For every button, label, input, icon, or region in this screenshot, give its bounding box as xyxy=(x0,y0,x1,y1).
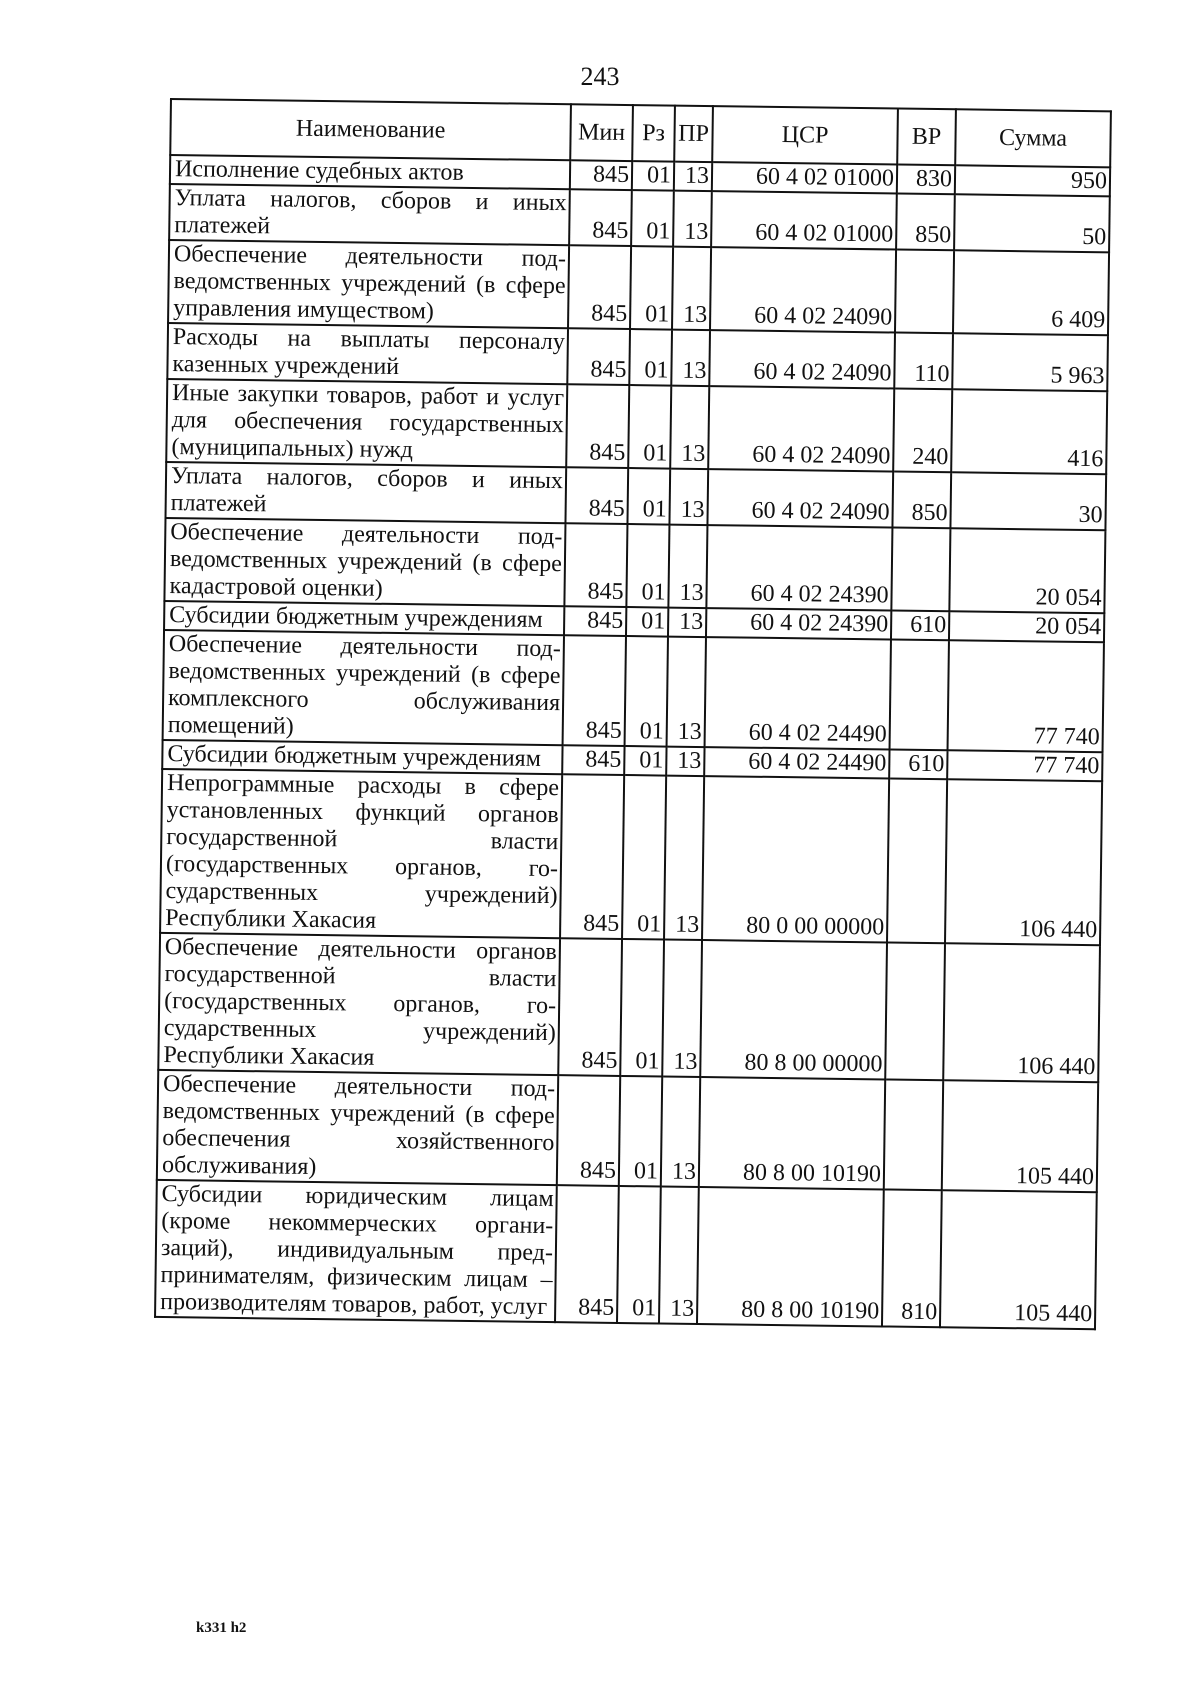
cell-vr: 610 xyxy=(889,749,947,779)
cell-min: 845 xyxy=(558,938,622,1076)
cell-sum: 106 440 xyxy=(943,943,1100,1082)
table-row xyxy=(157,1070,1098,1192)
table-body xyxy=(155,155,1110,1329)
cell-vr: 240 xyxy=(893,389,952,473)
cell-sum: 106 440 xyxy=(945,779,1102,945)
cell-pr: 13 xyxy=(664,776,704,940)
cell-pr: 13 xyxy=(672,247,711,330)
cell-vr: 810 xyxy=(882,1189,942,1327)
cell-pr: 13 xyxy=(670,386,709,469)
cell-csr: 60 4 02 24090 xyxy=(708,386,894,471)
cell-vr xyxy=(887,778,947,943)
budget-table xyxy=(154,98,1112,1330)
cell-name: Обеспечение деятельности подведомственных учреждений (в сфере обеспечения хозяйственного обслуживания) xyxy=(157,1070,558,1185)
header-rz: Рз xyxy=(632,105,675,162)
cell-vr xyxy=(895,250,954,334)
cell-rz: 01 xyxy=(631,190,674,247)
cell-pr: 13 xyxy=(659,1187,699,1324)
cell-min: 845 xyxy=(565,467,628,524)
cell-vr: 850 xyxy=(892,471,951,528)
cell-min: 845 xyxy=(564,606,626,636)
cell-csr: 60 4 02 24090 xyxy=(707,469,893,527)
cell-min: 845 xyxy=(564,523,627,607)
cell-csr: 60 4 02 01000 xyxy=(711,191,897,249)
cell-min: 845 xyxy=(555,1185,619,1323)
cell-min: 845 xyxy=(567,328,630,385)
cell-min: 845 xyxy=(570,160,632,190)
cell-sum: 105 440 xyxy=(942,1080,1098,1192)
cell-csr: 60 4 02 24090 xyxy=(710,247,896,332)
cell-pr: 13 xyxy=(667,637,706,747)
cell-name: Субсидии бюджетным учреждениям xyxy=(164,601,564,635)
cell-pr: 13 xyxy=(666,747,704,776)
cell-name: Субсидии юридическим лицам (кроме некоммерческих организаций), индивидуальным предпринимателям, физическим лицам – производителям товаров, работ, услуг xyxy=(155,1180,557,1322)
page-number: 243 xyxy=(580,62,620,91)
cell-vr: 830 xyxy=(897,165,955,195)
cell-min: 845 xyxy=(560,774,624,939)
cell-pr: 13 xyxy=(673,191,712,247)
cell-rz: 01 xyxy=(617,1186,661,1324)
cell-vr xyxy=(885,942,945,1080)
cell-rz: 01 xyxy=(619,1076,662,1187)
header-vr: ВР xyxy=(897,109,956,166)
header-min: Мин xyxy=(570,104,633,161)
cell-sum: 950 xyxy=(955,165,1110,196)
cell-csr: 80 0 00 00000 xyxy=(702,776,889,942)
cell-name: Расходы на выплаты персоналу казенных учреждений xyxy=(167,323,568,384)
cell-min: 845 xyxy=(557,1075,620,1186)
cell-sum: 416 xyxy=(951,389,1107,474)
cell-min: 845 xyxy=(566,384,629,468)
cell-name: Обеспечение деятельности подведомственных учреждений (в сфере комплексного обслуживания помещений) xyxy=(163,630,564,745)
cell-name: Уплата налогов, сборов и иных платежей xyxy=(166,462,567,523)
cell-name: Иные закупки товаров, работ и услуг для обеспечения государственных (муниципальных) нужд xyxy=(166,379,567,467)
cell-rz: 01 xyxy=(626,524,669,608)
table-row xyxy=(166,379,1107,474)
cell-sum: 77 740 xyxy=(948,640,1104,752)
cell-vr: 110 xyxy=(894,333,953,390)
cell-name: Исполнение судебных актов xyxy=(170,155,570,189)
header-name: Наименование xyxy=(170,99,571,160)
cell-pr: 13 xyxy=(662,940,702,1077)
cell-pr: 13 xyxy=(674,162,712,191)
cell-pr: 13 xyxy=(668,608,706,637)
cell-pr: 13 xyxy=(669,469,708,525)
cell-csr: 80 8 00 10190 xyxy=(697,1187,884,1326)
cell-name: Обеспечение деятельности подведомственных учреждений (в сфере управления имуществом) xyxy=(168,240,569,328)
cell-name: Обеспечение деятельности органов государственной власти (государственных органов, государственных учреждений) Республики Хакасия xyxy=(158,933,560,1075)
cell-pr: 13 xyxy=(671,330,710,386)
cell-csr: 60 4 02 24090 xyxy=(709,330,895,388)
cell-pr: 13 xyxy=(661,1077,700,1187)
cell-csr: 60 4 02 24490 xyxy=(704,747,889,778)
cell-name: Непрограммные расходы в сфере установленных функций органов государственной власти (государственных органов, государственных учреждений) Республики Хакасия xyxy=(160,769,562,938)
table-row xyxy=(158,933,1100,1082)
header-sum: Сумма xyxy=(955,109,1111,167)
cell-rz: 01 xyxy=(620,939,664,1077)
cell-csr: 60 4 02 24490 xyxy=(705,637,891,749)
cell-sum: 6 409 xyxy=(953,250,1109,335)
cell-csr: 80 8 00 10190 xyxy=(699,1077,885,1189)
header-pr: ПР xyxy=(674,106,713,162)
cell-csr: 80 8 00 00000 xyxy=(700,940,887,1079)
cell-sum: 5 963 xyxy=(952,333,1108,391)
cell-rz: 01 xyxy=(625,636,668,747)
table-row xyxy=(168,240,1109,335)
cell-vr xyxy=(891,527,950,611)
table-row xyxy=(163,630,1104,752)
table-row xyxy=(160,769,1102,945)
cell-vr: 850 xyxy=(896,194,955,251)
cell-rz: 01 xyxy=(622,775,666,940)
header-csr: ЦСР xyxy=(712,106,898,164)
cell-sum: 20 054 xyxy=(949,611,1104,642)
cell-vr: 610 xyxy=(891,610,949,640)
cell-sum: 50 xyxy=(954,194,1110,252)
cell-rz: 01 xyxy=(629,329,672,386)
cell-csr: 60 4 02 01000 xyxy=(712,162,897,193)
cell-name: Субсидии бюджетным учреждениям xyxy=(162,740,562,774)
cell-sum: 30 xyxy=(950,472,1106,530)
cell-rz: 01 xyxy=(630,246,673,330)
cell-name: Обеспечение деятельности подведомственных учреждений (в сфере кадастровой оценки) xyxy=(164,518,565,606)
cell-min: 845 xyxy=(569,189,632,246)
cell-min: 845 xyxy=(563,635,626,746)
cell-sum: 77 740 xyxy=(947,750,1102,781)
cell-sum: 105 440 xyxy=(940,1190,1097,1329)
cell-vr xyxy=(890,639,949,750)
table-row xyxy=(155,1180,1097,1329)
cell-rz: 01 xyxy=(628,385,671,469)
cell-min: 845 xyxy=(568,245,631,329)
cell-rz: 01 xyxy=(627,468,670,525)
cell-rz: 01 xyxy=(624,746,666,776)
table-row xyxy=(164,518,1105,613)
cell-rz: 01 xyxy=(632,161,674,191)
cell-csr: 60 4 02 24390 xyxy=(706,608,891,639)
cell-pr: 13 xyxy=(668,525,707,608)
cell-min: 845 xyxy=(562,745,624,775)
cell-csr: 60 4 02 24390 xyxy=(706,525,892,610)
cell-name: Уплата налогов, сборов и иных платежей xyxy=(169,184,570,245)
cell-vr xyxy=(884,1079,943,1190)
cell-sum: 20 054 xyxy=(949,528,1105,613)
footer-code: k331 h2 xyxy=(196,1620,247,1636)
cell-rz: 01 xyxy=(626,607,668,637)
